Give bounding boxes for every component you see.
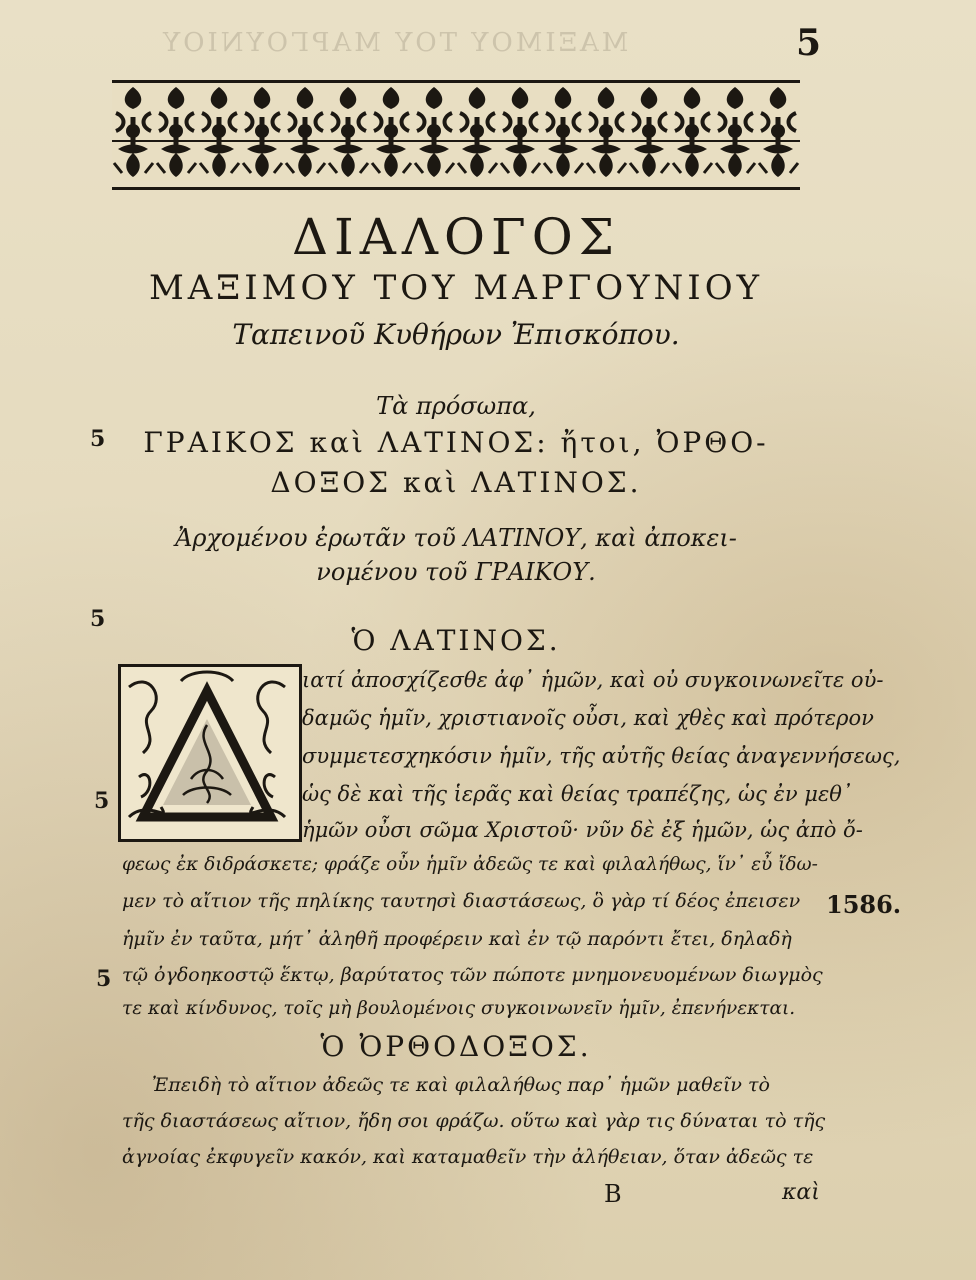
text-line: τῆς διαστάσεως αἴτιον, ἤδη σοι φράζω. οὕτω καὶ γὰρ τις δύναται τὸ τῆς — [122, 1110, 826, 1132]
page-number: 5 — [795, 22, 821, 64]
text-line: μεν τὸ αἴτιον τῆς πηλίκης ταυτησὶ διαστάσεως, ὃ γὰρ τί δέος ἐπεισεν — [122, 890, 801, 912]
text-line: ἡμῖν ἐν ταῦτα, μήτ᾽ ἀληθῆ προφέρειν καὶ ἐν τῷ παρόντι ἔτει, δηλαδὴ — [122, 928, 792, 950]
personae-line-2: ΔΟΞΟΣ καὶ ΛΑΤΙΝΟΣ. — [270, 466, 642, 499]
drop-cap-initial — [118, 664, 302, 842]
text-line: ιατί ἀποσχίζεσθε ἀφ᾽ ἡμῶν, καὶ οὐ συγκοινωνεῖτε οὐ- — [302, 668, 884, 692]
speaker-orthodox: Ὁ ὈΡΘΟΔΟΞΟΣ. — [320, 1030, 592, 1063]
margin-line-number: 5 — [94, 788, 110, 814]
text-line: ἀγνοίας ἐκφυγεῖν κακόν, καὶ καταμαθεῖν τὴν ἀλήθειαν, ὅταν ἀδεῶς τε — [122, 1146, 814, 1168]
text-line: φεως ἐκ διδράσκετε; φράζε οὖν ἡμῖν ἀδεῶς τε καὶ φιλαλήθως, ἵν᾽ εὖ ἴδω- — [122, 854, 818, 875]
decorative-headpiece — [112, 80, 800, 190]
text-line: ἡμῶν οὖσι σῶμα Χριστοῦ· νῦν δὲ ἐξ ἡμῶν, ὡς ἀπὸ ὄ- — [302, 818, 863, 842]
text-line: ὡς δὲ καὶ τῆς ἱερᾶς καὶ θείας τραπέζης, ὡς ἐν μεθ᾽ — [302, 782, 853, 806]
margin-line-number: 5 — [90, 426, 106, 452]
margin-line-number: 5 — [90, 606, 106, 632]
text-line: δαμῶς ἡμῖν, χριστιανοῖς οὖσι, καὶ χθὲς καὶ πρότερον — [302, 706, 874, 730]
text-line: Ἐπειδὴ τὸ αἴτιον ἀδεῶς τε καὶ φιλαλήθως παρ᾽ ἡμῶν μαθεῖν τὸ — [152, 1074, 770, 1096]
intro-line-2: νομένου τοῦ ΓΡΑΙΚΟΥ. — [316, 558, 596, 586]
show-through-text: ΜΑΞΙΜΟΥ ΤΟΥ ΜΑΡΓΟΥΝΙΟΥ — [160, 28, 629, 58]
signature-mark: B — [604, 1180, 622, 1208]
personae-label: Τὰ πρόσωπα, — [376, 392, 536, 420]
margin-year: 1586. — [826, 890, 902, 919]
catchword: καὶ — [782, 1180, 820, 1205]
dialogue-title: ΔΙΑΛΟΓΟΣ — [291, 208, 621, 266]
author-name: ΜΑΞΙΜΟΥ ΤΟΥ ΜΑΡΓΟΥΝΙΟΥ — [148, 268, 764, 308]
speaker-latin: Ὁ ΛΑΤΙΝΟΣ. — [351, 624, 561, 657]
personae-line-1: ΓΡΑΙΚΟΣ καὶ ΛΑΤΙΝΟΣ: ἤτοι, ὈΡΘΟ- — [143, 426, 769, 459]
text-line: τε καὶ κίνδυνος, τοῖς μὴ βουλομένοις συγκοινωνεῖν ἡμῖν, ἐπενήνεκται. — [122, 998, 796, 1019]
intro-line-1: Ἀρχομένου ἐρωτᾶν τοῦ ΛΑΤΙΝΟΥ, καὶ ἀποκει- — [175, 524, 737, 552]
text-line: τῷ ὀγδοηκοστῷ ἕκτῳ, βαρύτατος τῶν πώποτε μνημονευομένων διωγμὸς — [122, 964, 823, 986]
text-line: συμμετεσχηκόσιν ἡμῖν, τῆς αὐτῆς θείας ἀναγεννήσεως, — [302, 744, 901, 768]
author-byline: Ταπεινοῦ Κυθήρων Ἐπισκόπου. — [232, 318, 680, 351]
margin-line-number: 5 — [96, 966, 112, 992]
